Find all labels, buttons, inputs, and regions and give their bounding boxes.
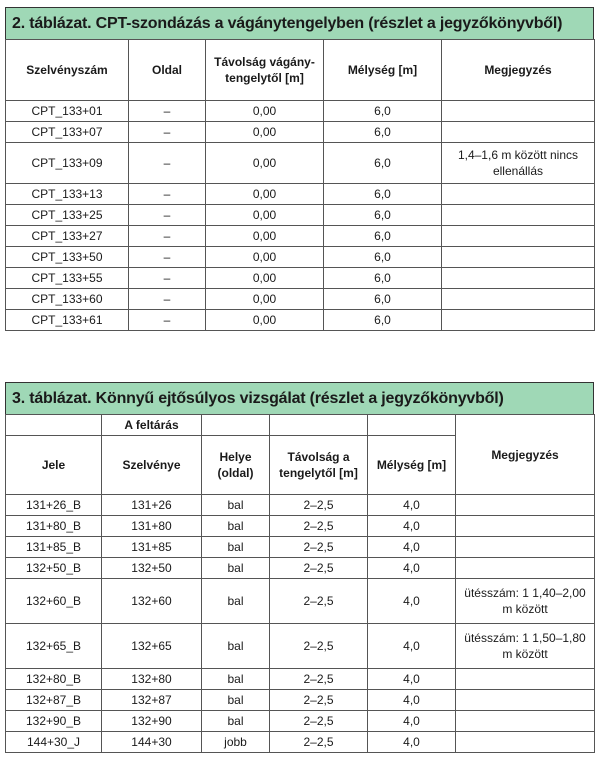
table-cell: 132+60_B <box>6 579 102 624</box>
table-row <box>6 558 595 579</box>
table-cell: 2–2,5 <box>270 495 368 516</box>
table-cell <box>456 732 595 753</box>
table-row <box>6 669 595 690</box>
table-cell: 0,00 <box>206 143 324 184</box>
table-cell: 6,0 <box>324 205 442 226</box>
table-cell: 0,00 <box>206 310 324 331</box>
table-cell: 6,0 <box>324 289 442 310</box>
table-cell <box>442 101 595 122</box>
table-cell: CPT_133+55 <box>6 268 129 289</box>
table-cell: – <box>129 122 206 143</box>
table-cell: 4,0 <box>368 732 456 753</box>
table-row <box>6 143 595 184</box>
data-table <box>5 414 595 753</box>
table-cell: 132+87_B <box>6 690 102 711</box>
column-header: Jele <box>6 436 102 495</box>
group-header: A feltárás <box>102 415 202 436</box>
table-row <box>6 624 595 669</box>
table-cell <box>442 268 595 289</box>
table-cell: 144+30_J <box>6 732 102 753</box>
column-header: Megjegyzés <box>456 415 595 495</box>
table-cell: 4,0 <box>368 495 456 516</box>
table-cell: 6,0 <box>324 226 442 247</box>
table-row <box>6 101 595 122</box>
table-cell: 6,0 <box>324 268 442 289</box>
table-row <box>6 579 595 624</box>
table-cell: jobb <box>202 732 270 753</box>
table-cell: – <box>129 226 206 247</box>
column-header-blank <box>368 415 456 436</box>
table-cell <box>442 184 595 205</box>
table-cell <box>442 122 595 143</box>
table-row <box>6 184 595 205</box>
table-cpt-sounding <box>5 7 594 331</box>
table-cell: 0,00 <box>206 184 324 205</box>
table-cell: 132+65_B <box>6 624 102 669</box>
table-cell <box>442 226 595 247</box>
table-cell: bal <box>202 516 270 537</box>
table-cell: 132+60 <box>102 579 202 624</box>
table-cell: ütésszám: 1 1,40–2,00 m között <box>456 579 595 624</box>
table-cell: 132+50_B <box>6 558 102 579</box>
table-cell: bal <box>202 669 270 690</box>
table-cell: 2–2,5 <box>270 516 368 537</box>
table-cell: CPT_133+50 <box>6 247 129 268</box>
table-cell: 132+80 <box>102 669 202 690</box>
table-cell: – <box>129 247 206 268</box>
table-cell: – <box>129 101 206 122</box>
table-cell <box>456 516 595 537</box>
table-cell: 131+80 <box>102 516 202 537</box>
table-cell: 4,0 <box>368 624 456 669</box>
table-cell: 2–2,5 <box>270 537 368 558</box>
table-cell: 131+80_B <box>6 516 102 537</box>
table-cell: 0,00 <box>206 101 324 122</box>
table-cell: 132+65 <box>102 624 202 669</box>
table-cell: CPT_133+60 <box>6 289 129 310</box>
table-cell: 0,00 <box>206 289 324 310</box>
table-row <box>6 226 595 247</box>
table-cell: CPT_133+25 <box>6 205 129 226</box>
table-cell: 131+26 <box>102 495 202 516</box>
column-header: Szelvényszám <box>6 40 129 101</box>
table-cell: 2–2,5 <box>270 732 368 753</box>
table-row <box>6 122 595 143</box>
column-header: Megjegyzés <box>442 40 595 101</box>
table-cell: 4,0 <box>368 537 456 558</box>
table-cell: CPT_133+27 <box>6 226 129 247</box>
table-row <box>6 289 595 310</box>
table-row <box>6 732 595 753</box>
table-cell <box>456 558 595 579</box>
table-cell: 4,0 <box>368 579 456 624</box>
table-cell: CPT_133+13 <box>6 184 129 205</box>
table-title: 2. táblázat. CPT-szondázás a vágánytengelyben (részlet a jegyzőkönyvből) <box>5 7 594 39</box>
table-cell: 6,0 <box>324 101 442 122</box>
table-cell <box>442 310 595 331</box>
table-cell: ütésszám: 1 1,50–1,80 m között <box>456 624 595 669</box>
table-cell: CPT_133+61 <box>6 310 129 331</box>
table-cell: 0,00 <box>206 122 324 143</box>
table-cell <box>456 690 595 711</box>
table-cell: 0,00 <box>206 247 324 268</box>
table-cell: CPT_133+01 <box>6 101 129 122</box>
table-title: 3. táblázat. Könnyű ejtősúlyos vizsgálat (részlet a jegyzőkönyvből) <box>5 382 594 414</box>
table-cell: bal <box>202 690 270 711</box>
table-row <box>6 247 595 268</box>
table-row <box>6 495 595 516</box>
table-cell: – <box>129 205 206 226</box>
table-cell: 6,0 <box>324 247 442 268</box>
table-cell: bal <box>202 537 270 558</box>
table-cell <box>456 669 595 690</box>
table-cell: – <box>129 268 206 289</box>
table-cell <box>442 205 595 226</box>
table-cell <box>456 537 595 558</box>
table-row <box>6 690 595 711</box>
table-row <box>6 537 595 558</box>
table-cell: 4,0 <box>368 558 456 579</box>
column-header: Mélység [m] <box>324 40 442 101</box>
table-cell: 2–2,5 <box>270 669 368 690</box>
column-header: Távolság a tengelytől [m] <box>270 436 368 495</box>
column-header-blank <box>270 415 368 436</box>
table-cell: 144+30 <box>102 732 202 753</box>
table-cell: bal <box>202 558 270 579</box>
table-cell: bal <box>202 711 270 732</box>
table-cell: – <box>129 289 206 310</box>
table-cell: 131+26_B <box>6 495 102 516</box>
table-cell: 131+85 <box>102 537 202 558</box>
column-header-blank <box>6 415 102 436</box>
table-cell: 4,0 <box>368 669 456 690</box>
table-cell: 132+80_B <box>6 669 102 690</box>
table-cell: 132+90_B <box>6 711 102 732</box>
table-cell: – <box>129 310 206 331</box>
data-table <box>5 39 595 331</box>
table-row <box>6 310 595 331</box>
table-cell: 2–2,5 <box>270 624 368 669</box>
table-cell: 0,00 <box>206 226 324 247</box>
table-cell: 132+50 <box>102 558 202 579</box>
column-header-blank <box>202 415 270 436</box>
table-cell <box>456 495 595 516</box>
table-row <box>6 516 595 537</box>
table-cell: 4,0 <box>368 516 456 537</box>
table-row <box>6 268 595 289</box>
table-cell: 0,00 <box>206 205 324 226</box>
table-cell: bal <box>202 624 270 669</box>
table-cell: 6,0 <box>324 122 442 143</box>
column-header: Helye (oldal) <box>202 436 270 495</box>
table-cell: CPT_133+07 <box>6 122 129 143</box>
table-cell <box>456 711 595 732</box>
column-header: Szelvénye <box>102 436 202 495</box>
table-row <box>6 205 595 226</box>
table-cell: 2–2,5 <box>270 711 368 732</box>
table-cell: CPT_133+09 <box>6 143 129 184</box>
table-cell: 0,00 <box>206 268 324 289</box>
column-header: Oldal <box>129 40 206 101</box>
table-cell: 2–2,5 <box>270 579 368 624</box>
table-cell: 131+85_B <box>6 537 102 558</box>
table-cell: 6,0 <box>324 184 442 205</box>
table-cell: bal <box>202 495 270 516</box>
table-cell: – <box>129 143 206 184</box>
table-cell: bal <box>202 579 270 624</box>
table-cell: 6,0 <box>324 310 442 331</box>
table-cell <box>442 289 595 310</box>
table-row <box>6 711 595 732</box>
table-cell: 4,0 <box>368 690 456 711</box>
table-cell: 132+87 <box>102 690 202 711</box>
table-cell: 2–2,5 <box>270 558 368 579</box>
table-light-drop-weight <box>5 382 594 753</box>
table-cell: 1,4–1,6 m között nincs ellenállás <box>442 143 595 184</box>
table-cell: 6,0 <box>324 143 442 184</box>
column-header: Mélység [m] <box>368 436 456 495</box>
column-header: Távolság vágány-tengelytől [m] <box>206 40 324 101</box>
table-cell: – <box>129 184 206 205</box>
table-cell: 132+90 <box>102 711 202 732</box>
table-cell <box>442 247 595 268</box>
table-cell: 2–2,5 <box>270 690 368 711</box>
table-cell: 4,0 <box>368 711 456 732</box>
